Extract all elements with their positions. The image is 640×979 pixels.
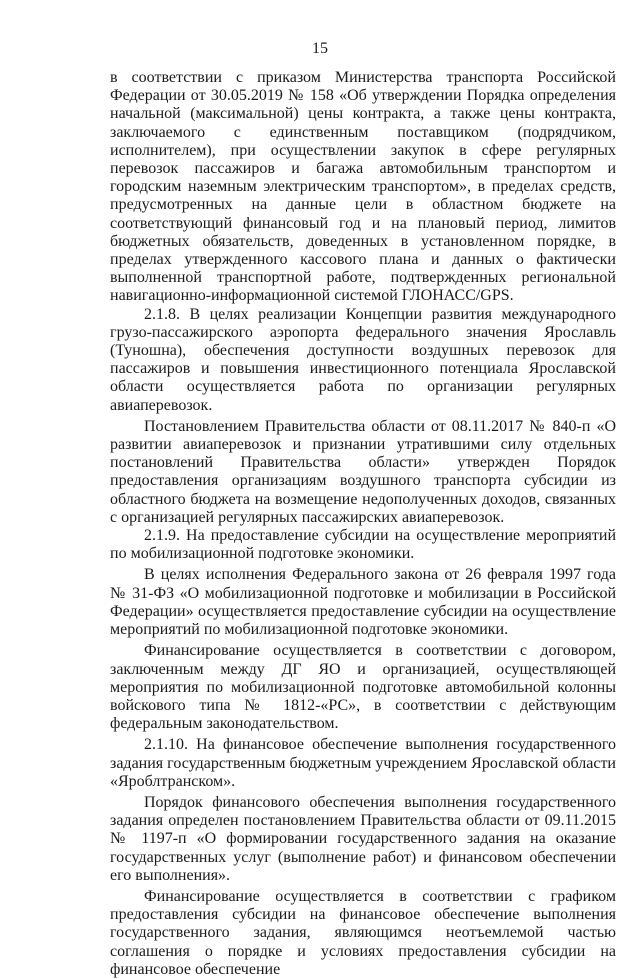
paragraph-2-1-10: 2.1.10. На финансовое обеспечение выполнения государственного задания государственным бюджетным учреждением Ярославской области «Яроблтранском». (110, 736, 616, 790)
paragraph-federal-law: В целях исполнения Федерального закона от 26 февраля 1997 года № 31-ФЗ «О мобилизационной подготовке и мобилизации в Российской Федерации» осуществляется предоставление субсидии на осуществление мероприятий по мобилизационной подготовке экономики. (110, 566, 616, 639)
page-number: 15 (312, 40, 328, 57)
paragraph-continuation: в соответствии с приказом Министерства транспорта Российской Федерации от 30.05.2019 № 158 «Об утверждении Порядка определения начальной (максимальной) цены контракта, а также цены контракта, заключаемого с единственным поставщиком (подрядчиком, исполнителем), при осуществлении закупок в сфере регулярных перевозок пассажиров и багажа автомобильным транспортом и городским наземным электрическим транспортом», в пределах средств, предусмотренных на данные цели в областном бюджете на соответствующий финансовый год и на плановый период, лимитов бюджетных обязательств, доведенных в установленном порядке, в пределах утвержденного кассового плана и данных о фактически выполненной транспортной работе, подтвержденных региональной навигационно-информационной системой ГЛОНАСС/GPS. (110, 69, 616, 305)
paragraph-financing-schedule: Финансирование осуществляется в соответствии с графиком предоставления субсидии на финансовое обеспечение выполнения государственного задания, являющимся неотъемлемой частью соглашения о порядке и условиях предоставления субсидии на финансовое обеспечение (110, 887, 616, 978)
paragraph-state-task-order: Порядок финансового обеспечения выполнения государственного задания определен постановлением Правительства области от 09.11.2015 № 1197-п «О формировании государственного задания на оказание государственных услуг (выполнение работ) и финансовом обеспечении его выполнения». (110, 793, 616, 884)
paragraph-2-1-8: 2.1.8. В целях реализации Концепции развития международного грузо-пассажирского аэропорта федерального значения Ярославль (Туношна), обеспечения доступности воздушных перевозок для пассажиров и повышения инвестиционного потенциала Ярославской области осуществляется работа по организации регулярных авиаперевозок. (110, 305, 616, 414)
paragraph-resolution-840: Постановлением Правительства области от 08.11.2017 № 840-п «О развитии авиаперевозок и признании утратившими силу отдельных постановлений Правительства области» утвержден Порядок предоставления организациям воздушного транспорта субсидии из областного бюджета на возмещение недополученных доходов, связанных с организацией регулярных пассажирских авиаперевозок. (110, 417, 616, 526)
paragraph-2-1-9: 2.1.9. На предоставление субсидии на осуществление мероприятий по мобилизационной подготовке экономики. (110, 527, 616, 563)
paragraph-financing-contract: Финансирование осуществляется в соответствии с договором, заключенным между ДГ ЯО и организацией, осуществляющей мероприятия по мобилизационной подготовке автомобильной колонны войскового типа № 1812-«РС», в соответствии с действующим федеральным законодательством. (110, 642, 616, 733)
document-body (110, 69, 616, 979)
